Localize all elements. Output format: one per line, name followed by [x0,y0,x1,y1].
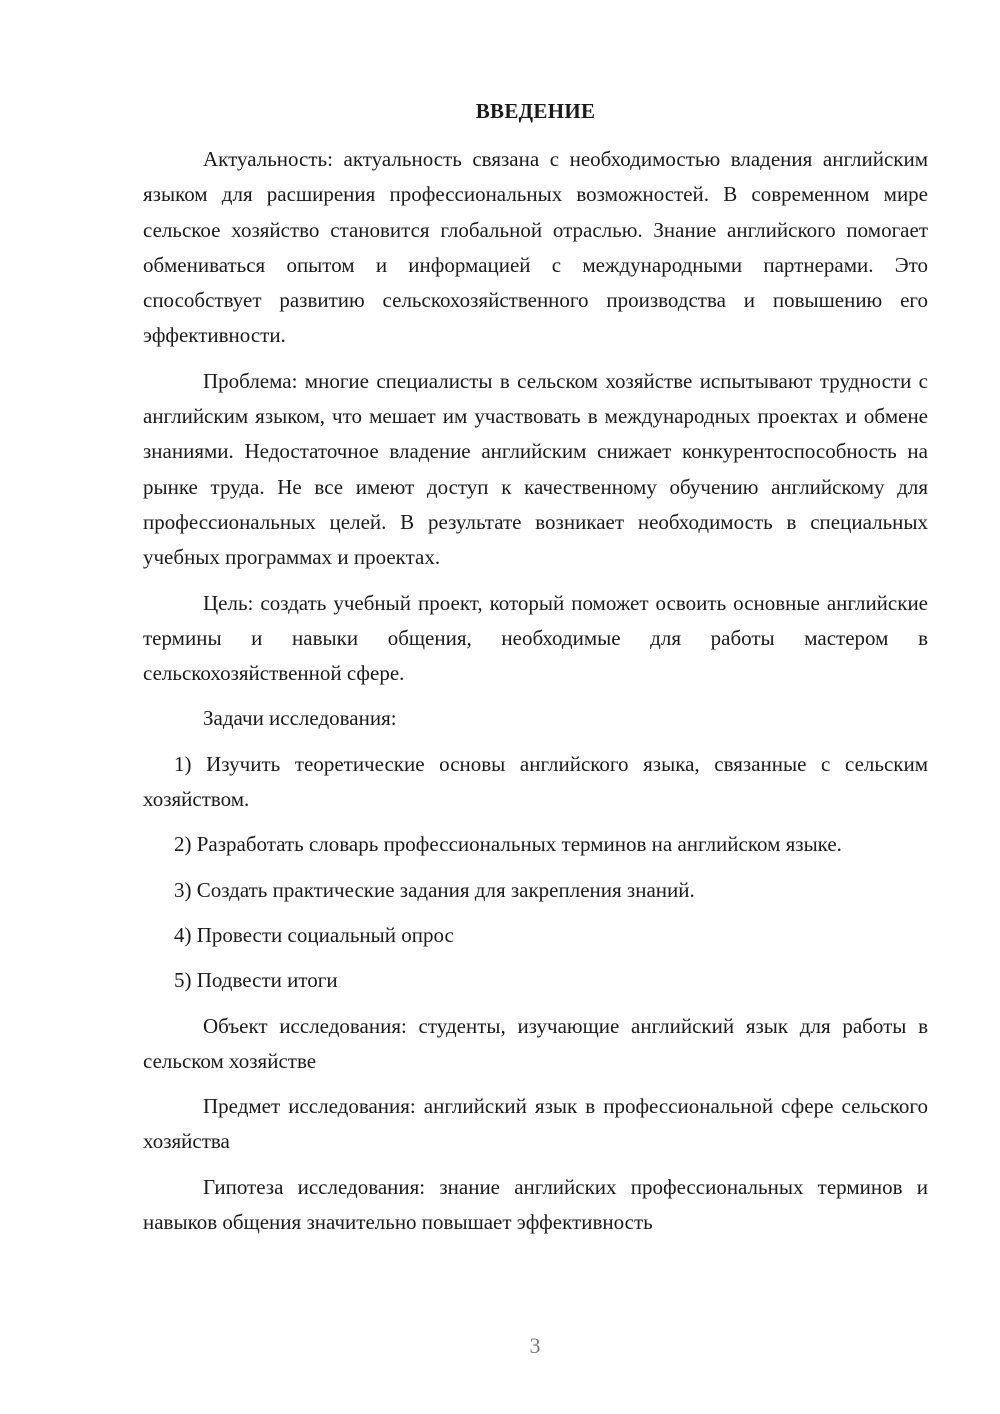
problem-paragraph: Проблема: многие специалисты в сельском хозяйстве испытывают трудности с английским языком, что мешает им участвовать в международных проектах и обмене знаниями. Недостаточное владение английским снижает конкурентоспособность на рынке труда. Не все имеют доступ к качественному обучению английскому для профессиональных целей. В результате возникает необходимость в специальных учебных программах и проектах. [143,368,928,570]
task-item-5: 5) Подвести итоги [174,968,338,993]
hypothesis-paragraph: Гипотеза исследования: знание английских профессиональных терминов и навыков общения значительно повышает эффективность [143,1174,928,1235]
section-heading: ВВЕДЕНИЕ [475,99,596,123]
task-item-1: 1) Изучить теоретические основы английского языка, связанные с сельским хозяйством. [143,751,928,812]
relevance-paragraph: Актуальность: актуальность связана с необходимостью владения английским языком для расширения профессиональных возможностей. В современном мире сельское хозяйство становится глобальной отраслью. Знание английского помогает обмениваться опытом и информацией с международными партнерами. Это способствует развитию сельскохозяйственного производства и повышению его эффективности. [143,147,928,348]
task-item-2: 2) Разработать словарь профессиональных терминов на английском языке. [174,832,842,857]
page-number: 3 [529,1333,541,1358]
goal-paragraph: Цель: создать учебный проект, который поможет освоить основные английские термины и навыки общения, необходимые для работы мастером в сельскохозяйственной сфере. [143,590,928,686]
page-content [143,95,928,1250]
tasks-title: Задачи исследования: [203,706,397,731]
subject-paragraph: Предмет исследования: английский язык в профессиональной сфере сельского хозяйства [143,1094,928,1154]
object-paragraph: Объект исследования: студенты, изучающие английский язык для работы в сельском хозяйстве [143,1013,928,1073]
task-item-3: 3) Создать практические задания для закрепления знаний. [174,877,695,902]
task-item-4: 4) Провести социальный опрос [174,922,454,947]
